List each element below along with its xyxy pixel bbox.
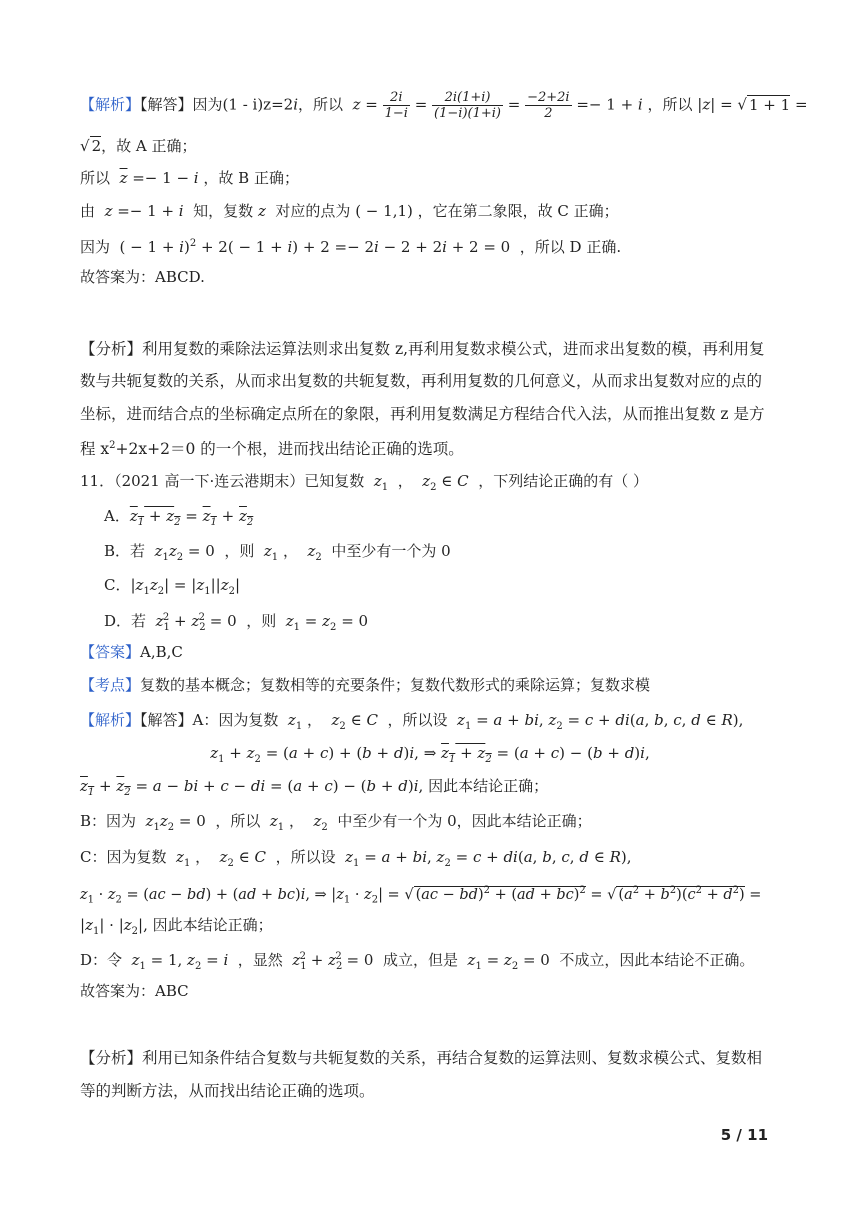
sol10-line-5: 因为 ( − 1 + i)$^2$ + 2( − 1 + i) + 2 =− 2i − 2 + 2i + 2 = 0 ，所以 D 正确.	[80, 238, 622, 256]
sol11-d-line: D：令 $z_1 = 1$, $z_2 = i$ ，显然 $z_1^2 + z_2^2 = 0$ 成立，但是 $z_1 = z_2 = 0$ 不成立，因此本结论不正确。	[80, 951, 755, 972]
analysis10-p4: 程 $x^2+2x+2=0$ 的一个根，进而找出结论正确的选项。	[80, 440, 464, 459]
sol10-line-2: √ 2，故 A 正确；	[80, 137, 197, 155]
q11-answer: 【答案】A,B,C	[80, 643, 183, 661]
sol10-line-3: 所以 $\overline{z} =- 1 - i$ ，故 B 正确；	[80, 169, 299, 187]
sol11-b-line: B：因为 $z_1z_2 = 0$ ，所以 $z_1$ ， $z_2$ 中至少有一个为 0，因此本结论正确；	[80, 812, 592, 833]
sol11-final: 故答案为：ABC	[80, 982, 189, 1000]
analysis10-p3: 坐标，进而结合点的坐标确定点所在的象限，再利用复数满足方程结合代入法，从而推出复数 z 是方	[80, 405, 765, 423]
sol11-a-line-2: $z_1 + z_2 = (a + c) + (b + d)i$, ⇒ $z_1 + z_2 = (a + c) - (b + d)i$,	[210, 744, 650, 765]
sol11-c-line-1: C：因为复数 $z_1$ ， $z_2$ ∈ C ，所以设 $z_1 = a$ + bi, $z_2 = c + di(a$, b, c, d ∈ R),	[80, 848, 632, 869]
sol11-a-line-1: 【解析】【解答】A：因为复数 $z_1$ ， $z_2$ ∈ C ，所以设 $z_1 = a$ + bi, $z_2 = c + di(a$, b, c, d ∈ R),	[80, 711, 744, 732]
analysis10-p1: 【分析】利用复数的乘除法运算法则求出复数 z,再利用复数求模公式，进而求出复数的模，再利用复	[80, 340, 765, 358]
tag-kaodian: 【考点】	[80, 676, 141, 694]
analysis10-p2: 数与共轭复数的关系，从而求出复数的共轭复数，再利用复数的几何意义，从而求出复数对应的点的	[80, 372, 763, 390]
sol10-line-6: 故答案为：ABCD.	[80, 268, 205, 286]
analysis11-p2: 等的判断方法，从而找出结论正确的选项。	[80, 1082, 375, 1100]
analysis11-p1: 【分析】利用已知条件结合复数与共轭复数的关系，再结合复数的运算法则、复数求模公式、复数相	[80, 1049, 763, 1067]
tag-jieda: 【解答】	[140, 95, 193, 114]
sol10-line-4: 由 z =− 1 + i 知，复数 z 对应的点为 ( − 1,1) ，它在第二象限，故 C 正确；	[80, 202, 619, 220]
tag-jiexi: 【解析】	[80, 95, 141, 114]
q11-stem: 11．（2021 高一下·连云港期末）已知复数 $z_1$ ， $z_2$ ∈ C ，下列结论正确的有（ ）	[80, 472, 648, 493]
sol10-line-1: 【解析】【解答】因为(1 - i)z=2i，所以 z = $\frac{2i}{1-i}$ = $\frac{2i(1+i)}{(1-i)(1+i)}$ = $\frac{-2+2i}{2}$ =− 1 + i ，所以 |z| = √ 1 + 1 =	[80, 90, 808, 121]
tag-fenxi: 【分析】	[80, 340, 143, 358]
sol11-c-line-2: $z_1 \cdot z_2 = (ac - bd) + (ad + bc)i$, ⇒ $|z_1 \cdot z_2|$ = √ (ac − bd)$^2$ + (ad + bc)$^2$ = √ $(a^2 + b^2)(c^2 + d^2)$ =	[80, 885, 762, 906]
sol11-a-line-3: $z_1 + z_2 = a$ − bi + c − di = (a + c) − (b + d)i, 因此本结论正确；	[80, 777, 549, 798]
page-number: 5 / 11	[720, 1126, 768, 1144]
tag-answer: 【答案】	[80, 643, 141, 661]
q11-kaodian: 【考点】复数的基本概念；复数相等的充要条件；复数代数形式的乘除运算；复数求模	[80, 676, 651, 694]
q11-option-c: C．$|z_1z_2| = |z_1||z_2|$	[104, 576, 241, 597]
q11-option-a: A．$z_1 + z_2 = z_1 + z_2$	[104, 507, 254, 528]
q11-option-d: D．若 $z_1^2 + z_2^2 = 0$ ，则 $z_1 = z_2 = 0$	[104, 612, 369, 633]
sol11-c-line-3: $|z_1| \cdot |z_2|$, 因此本结论正确；	[80, 916, 273, 937]
q11-option-b: B．若 $z_1z_2 = 0$ ，则 $z_1$ ， $z_2$ 中至少有一个为 0	[104, 542, 451, 563]
